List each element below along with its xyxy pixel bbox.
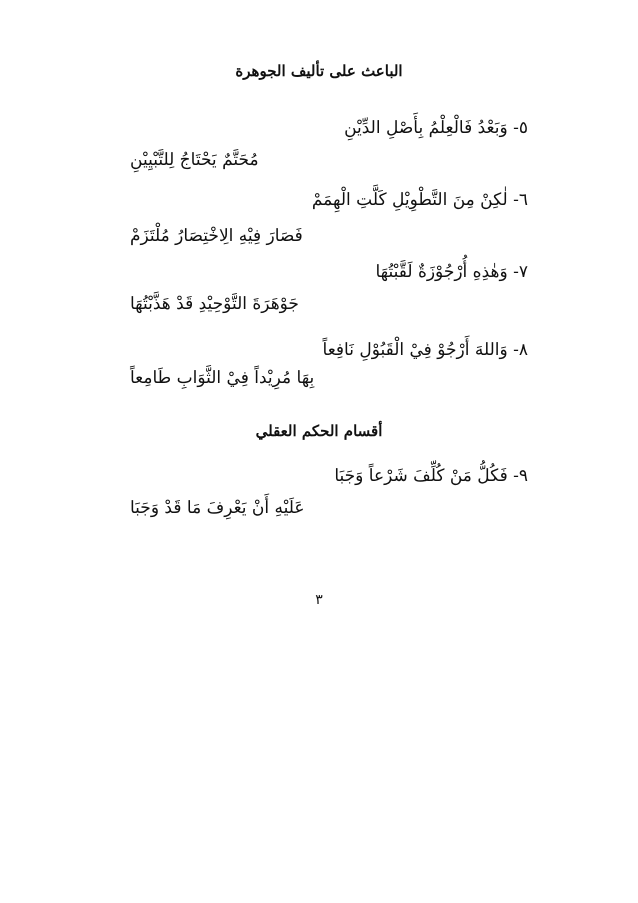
verse-8-second-hemistich (130, 368, 314, 388)
hemistich-text: عَلَيْهِ أَنْ يَعْرِفَ مَا قَدْ وَجَبَا (130, 498, 305, 518)
page-number: ٣ (315, 592, 323, 608)
verse-number: ٨ (518, 340, 528, 360)
hemistich-text: وَاللهَ أَرْجُوْ فِيْ الْقَبُوْلِ نَافِعاً (322, 340, 508, 360)
hemistich-text: مُحَتَّمٌ يَحْتَاجُ لِلتَّبْيِيْنِ (130, 150, 259, 170)
verse-7-first-hemistich (375, 262, 528, 282)
verse-7-second-hemistich (130, 294, 299, 314)
verse-separator: - (507, 466, 519, 486)
hemistich-text: بِهَا مُرِيْداً فِيْ الثَّوَابِ طَامِعاً (130, 368, 315, 388)
verse-separator: - (507, 340, 519, 360)
verse-5-second-hemistich (130, 150, 259, 170)
hemistich-text: وَهٰذِهِ أُرْجُوْزَةٌ لَقَّبْتُهَا (375, 262, 508, 282)
verse-number: ٦ (518, 190, 528, 210)
hemistich-text: وَبَعْدُ فَالْعِلْمُ بِأَصْلِ الدِّيْنِ (344, 118, 508, 138)
section-heading-rational-judgment: أقسام الحكم العقلي (255, 422, 383, 440)
verse-number: ٥ (518, 118, 528, 138)
section-heading-motive: الباعث على تأليف الجوهرة (235, 62, 403, 80)
hemistich-text: لٰكِنْ مِنَ التَّطْوِيْلِ كَلَّتِ الْهِمَمْ (311, 190, 508, 210)
verse-9-first-hemistich (334, 466, 528, 486)
verse-separator: - (507, 262, 519, 282)
verse-separator: - (507, 190, 519, 210)
verse-number: ٧ (518, 262, 528, 282)
verse-number: ٩ (518, 466, 528, 486)
verse-separator: - (507, 118, 519, 138)
hemistich-text: فَصَارَ فِيْهِ الِاخْتِصَارُ مُلْتَزَمْ (130, 226, 303, 246)
verse-8-first-hemistich (323, 340, 528, 360)
hemistich-text: فَكُلُّ مَنْ كُلِّفَ شَرْعاً وَجَبَا (334, 466, 508, 486)
verse-5-first-hemistich (344, 118, 528, 138)
hemistich-text: جَوْهَرَةَ التَّوْحِيْدِ قَدْ هَذَّبْتُهَا (130, 294, 299, 314)
verse-9-second-hemistich (130, 498, 305, 518)
verse-6-second-hemistich (130, 226, 303, 246)
verse-6-first-hemistich (312, 190, 528, 210)
